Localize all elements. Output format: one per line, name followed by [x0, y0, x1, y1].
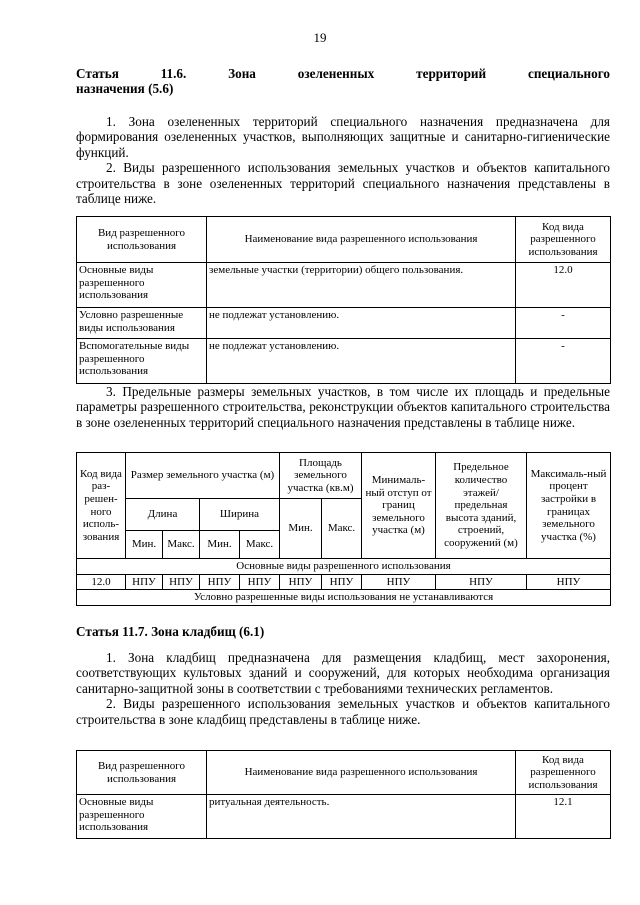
- table-cell: земельные участки (территории) общего пользования.: [207, 263, 516, 308]
- header-width-max: Макс.: [240, 531, 280, 559]
- header-area-max: Макс.: [322, 499, 362, 559]
- article-11-6-title-line1: Статья 11.6. Зона озелененных территорий специального: [76, 66, 610, 81]
- table-cell: НПУ: [436, 574, 527, 590]
- table-row: [77, 795, 611, 839]
- header-min-offset: Минималь-ный отступ от границ земельного участка (м): [362, 453, 436, 559]
- table-row: [77, 308, 611, 339]
- page-number: 19: [313, 30, 327, 45]
- header-plot-size: Размер земельного участка (м): [126, 453, 280, 499]
- header-max-coverage: Максималь-ный процент застройки в границах земельного участка (%): [527, 453, 611, 559]
- table-cell: НПУ: [362, 574, 436, 590]
- header-cell: Код вида разрешенного использования: [516, 751, 611, 795]
- uses-table-zone-5-6: [76, 216, 611, 384]
- section-conditional-uses: Условно разрешенные виды использования не устанавливаются: [77, 590, 611, 606]
- article-11-7-text: [76, 650, 610, 727]
- table-cell: Основные виды разрешенного использования: [77, 795, 207, 839]
- header-cell: Наименование вида разрешенного использования: [207, 751, 516, 795]
- header-floors-height: Предельное количество этажей/ предельная высота зданий, строений, сооружений (м): [436, 453, 527, 559]
- section-main-uses: Основные виды разрешенного использования: [77, 559, 611, 575]
- table-cell: -: [516, 339, 611, 384]
- table-header-row: [77, 751, 611, 795]
- header-length: Длина: [126, 499, 200, 531]
- article-11-6-text-3: [76, 384, 610, 430]
- header-cell: Наименование вида разрешенного использования: [207, 217, 516, 263]
- article-11-6-paragraph-1: 1. Зона озелененных территорий специального назначения предназначена для формирования озелененных участков, выполняющих защитные и санитарно-гигиенические функций.: [76, 114, 610, 160]
- table-cell: НПУ: [163, 574, 200, 590]
- table-cell: НПУ: [240, 574, 280, 590]
- table-row: [77, 574, 611, 590]
- table-cell: НПУ: [280, 574, 322, 590]
- table-cell: Основные виды разрешенного использования: [77, 263, 207, 308]
- table-cell: НПУ: [527, 574, 611, 590]
- article-11-6-paragraph-2: 2. Виды разрешенного использования земельных участков и объектов капитального строительства в зоне озелененных территорий специального назначения представлены в таблице ниже.: [76, 160, 610, 207]
- table-row: [77, 263, 611, 308]
- table-cell: не подлежат установлению.: [207, 339, 516, 384]
- table-cell: 12.0: [77, 574, 126, 590]
- table-cell: -: [516, 308, 611, 339]
- article-11-6-paragraph-3: 3. Предельные размеры земельных участков, в том числе их площадь и предельные параметры разрешенного строительства, реконструкции объектов капитального строительства в зоне озелененных территорий специального назначения представлены в таблице ниже.: [76, 384, 610, 430]
- article-11-6-title: [76, 66, 610, 97]
- header-length-max: Макс.: [163, 531, 200, 559]
- table-row: [77, 339, 611, 384]
- table-header-row: [77, 217, 611, 263]
- article-11-7-paragraph-2: 2. Виды разрешенного использования земельных участков и объектов капитального строительства в зоне кладбищ представлены в таблице ниже.: [76, 696, 610, 727]
- article-11-6-title-line2: назначения (5.6): [76, 81, 174, 97]
- header-width-min: Мин.: [200, 531, 240, 559]
- table-cell: НПУ: [126, 574, 163, 590]
- header-plot-area: Площадь земельного участка (кв.м): [280, 453, 362, 499]
- table-cell: НПУ: [322, 574, 362, 590]
- table-cell: не подлежат установлению.: [207, 308, 516, 339]
- limits-table-zone-5-6: [76, 452, 611, 606]
- header-length-min: Мин.: [126, 531, 163, 559]
- table-cell: ритуальная деятельность.: [207, 795, 516, 839]
- table-cell: 12.0: [516, 263, 611, 308]
- header-code: Код вида раз-решен-ного исполь-зования: [77, 453, 126, 559]
- table-cell: НПУ: [200, 574, 240, 590]
- header-area-min: Мин.: [280, 499, 322, 559]
- header-cell: Вид разрешенного использования: [77, 751, 207, 795]
- article-11-6-text: [76, 114, 610, 206]
- header-cell: Вид разрешенного использования: [77, 217, 207, 263]
- table-cell: 12.1: [516, 795, 611, 839]
- table-cell: Условно разрешенные виды использования: [77, 308, 207, 339]
- uses-table-zone-6-1: [76, 750, 611, 839]
- header-cell: Код вида разрешенного использования: [516, 217, 611, 263]
- table-cell: Вспомогательные виды разрешенного использования: [77, 339, 207, 384]
- header-width: Ширина: [200, 499, 280, 531]
- article-11-7-title: Статья 11.7. Зона кладбищ (6.1): [76, 624, 265, 639]
- article-11-7-paragraph-1: 1. Зона кладбищ предназначена для размещения кладбищ, мест захоронения, соответствующих культовых зданий и сооружений, для которых необходима организация санитарно-защитной зоны в соответствии с требованиями технических регламентов.: [76, 650, 610, 696]
